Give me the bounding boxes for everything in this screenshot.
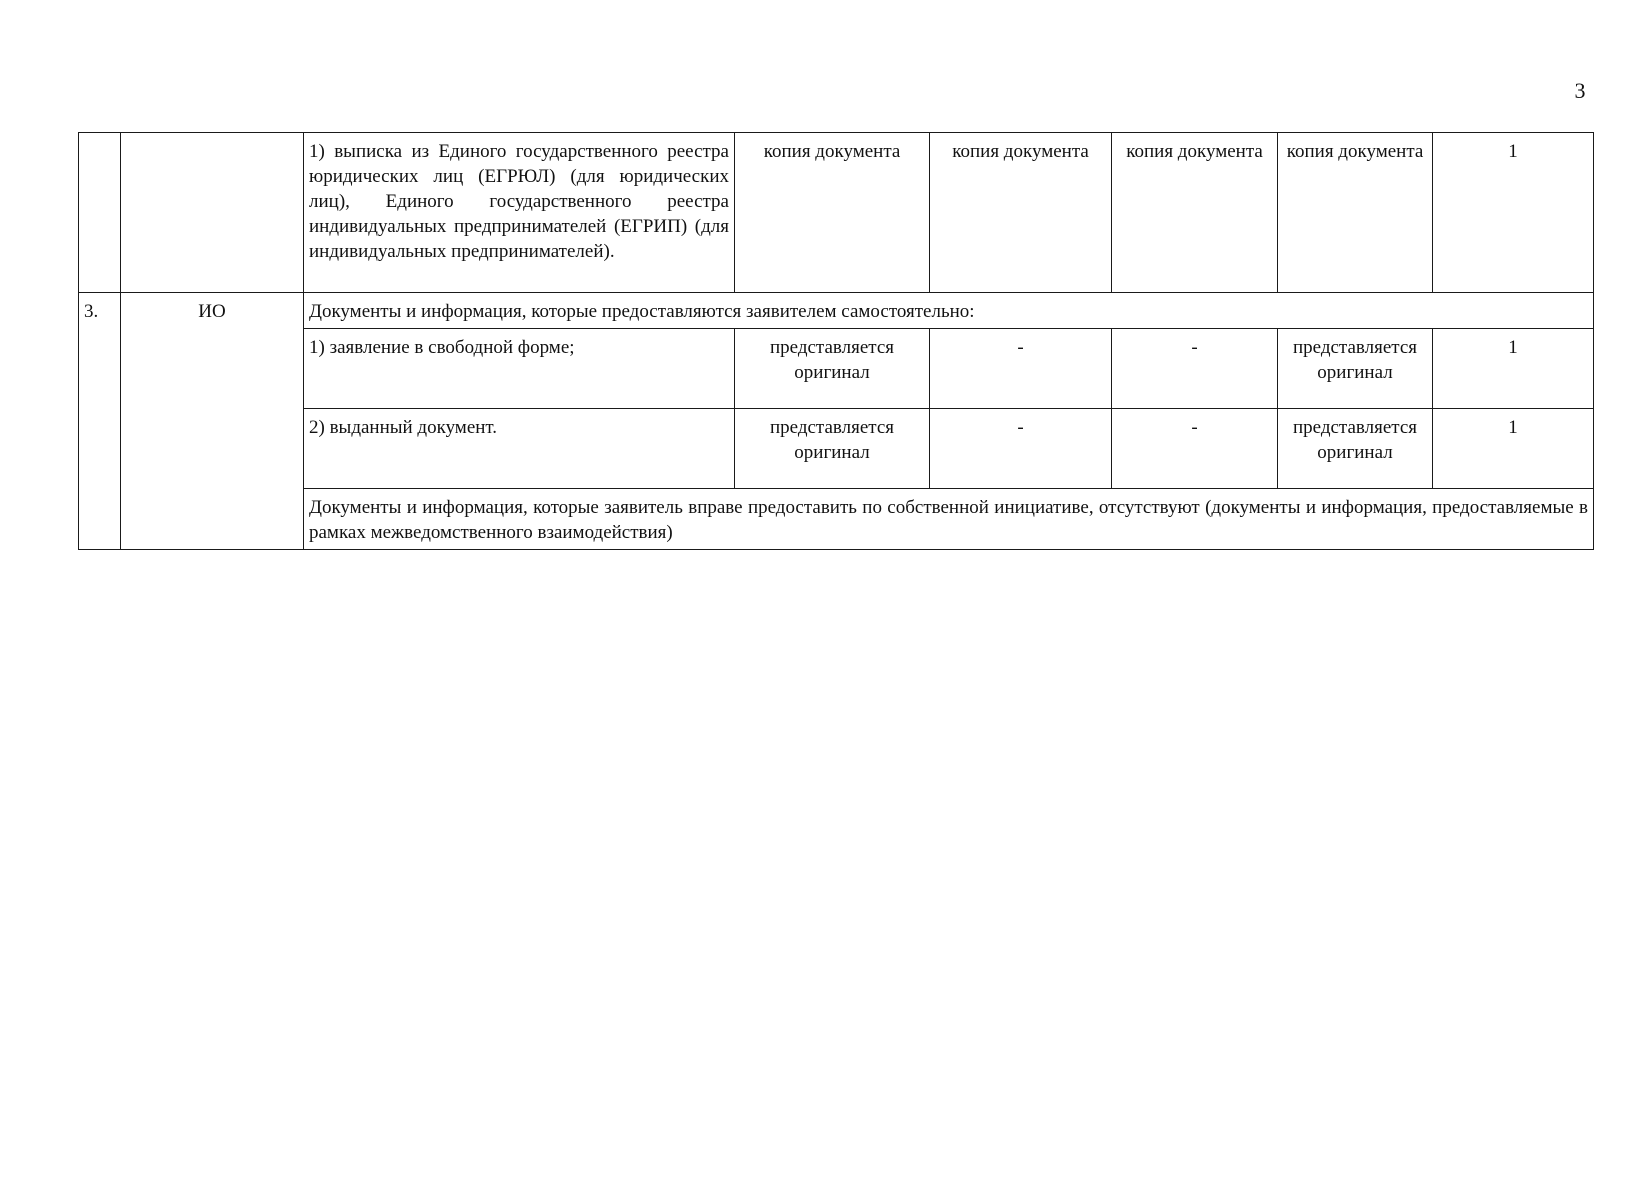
cell-col4-egrul: копия документа <box>1278 133 1433 293</box>
cell-col5-egrul: 1 <box>1433 133 1594 293</box>
cell-col2-egrul: копия документа <box>930 133 1112 293</box>
cell-col5-application: 1 <box>1433 329 1594 409</box>
cell-col3-issued: - <box>1112 409 1278 489</box>
table-row-section3-heading <box>79 293 1594 329</box>
cell-col1-egrul: копия документа <box>735 133 930 293</box>
cell-name-empty <box>121 133 304 293</box>
cell-col2-application: - <box>930 329 1112 409</box>
cell-section-number: 3. <box>79 293 121 550</box>
cell-col1-application: представляется оригинал <box>735 329 930 409</box>
cell-col4-issued: представляется оригинал <box>1278 409 1433 489</box>
table-row-application <box>79 329 1594 409</box>
cell-section-footer: Документы и информация, которые заявитель вправе предоставить по собственной инициативе, отсутствуют (документы и информация, предоставляемые в рамках межведомственного взаимодействия) <box>304 489 1594 550</box>
cell-number-empty <box>79 133 121 293</box>
cell-col5-issued: 1 <box>1433 409 1594 489</box>
cell-document-issued: 2) выданный документ. <box>304 409 735 489</box>
cell-section-name: ИО <box>121 293 304 550</box>
cell-section-heading: Документы и информация, которые предоставляются заявителем самостоятельно: <box>304 293 1594 329</box>
cell-col4-application: представляется оригинал <box>1278 329 1433 409</box>
table-row-issued-document <box>79 409 1594 489</box>
table-row-section3-footer <box>79 489 1594 550</box>
table-row-egrul <box>79 133 1594 293</box>
documents-table <box>78 132 1594 550</box>
cell-col1-issued: представляется оригинал <box>735 409 930 489</box>
cell-col3-egrul: копия документа <box>1112 133 1278 293</box>
cell-col3-application: - <box>1112 329 1278 409</box>
cell-document-egrul: 1) выписка из Единого государственного реестра юридических лиц (ЕГРЮЛ) (для юридических лиц), Единого государственного реестра индивидуальных предпринимателей (ЕГРИП) (для индивидуальных предпринимателей). <box>304 133 735 293</box>
cell-col2-issued: - <box>930 409 1112 489</box>
page-number: 3 <box>1574 78 1586 103</box>
cell-document-application: 1) заявление в свободной форме; <box>304 329 735 409</box>
